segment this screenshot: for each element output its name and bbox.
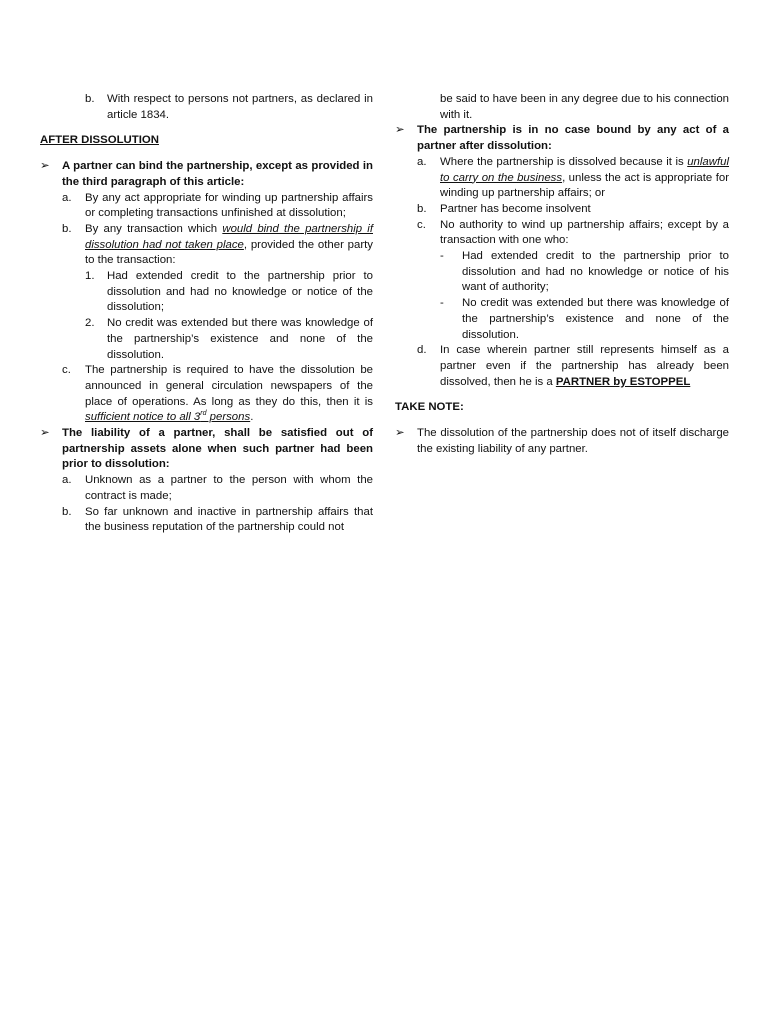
- list-marker: a.: [62, 191, 72, 204]
- superscript: rd: [200, 410, 207, 418]
- list-marker: b.: [62, 505, 72, 518]
- emphasized-phrase: [85, 411, 250, 423]
- list-marker: a.: [417, 155, 427, 168]
- list-item-text: Had extended credit to the partnership prior to dissolution and had no knowledge or notice of the dissolution;: [107, 270, 373, 314]
- list-item-text: So far unknown and inactive in partnership affairs that the business reputation of the partnership could not: [85, 505, 373, 534]
- numbered-item-2: [40, 316, 373, 363]
- arrow-bullet-icon: ➢: [40, 160, 50, 173]
- text-run: persons: [206, 411, 251, 424]
- list-marker: a.: [62, 474, 72, 487]
- list-item-text: [85, 222, 373, 269]
- bullet-point: [40, 159, 373, 190]
- right-column: [395, 92, 729, 457]
- list-item-text: [440, 343, 729, 390]
- bullet-text: The partnership is in no case bound by any act of a partner after dissolution:: [417, 124, 729, 153]
- dash-marker: -: [440, 250, 444, 263]
- section-heading: AFTER DISSOLUTION: [40, 134, 159, 147]
- list-marker: b.: [417, 202, 427, 215]
- text-run: The partnership is required to have the dissolution be announced in general circulation newspapers of the place of operations. As long as they do this, then it is: [85, 364, 373, 408]
- list-marker: c.: [62, 364, 71, 377]
- bullet-text: A partner can bind the partnership, except as provided in the third paragraph of this article:: [62, 160, 373, 188]
- list-item-text: No credit was extended but there was knowledge of the partnership’s existence and none of the dissolution.: [107, 317, 373, 361]
- list-marker: b.: [85, 93, 95, 105]
- list-marker: 2.: [85, 317, 95, 330]
- dash-marker: -: [440, 297, 444, 310]
- list-marker: 1.: [85, 270, 95, 283]
- bullet-point: [395, 426, 729, 457]
- list-item-a: [395, 155, 729, 202]
- list-marker: d.: [417, 344, 427, 357]
- list-item-b: [40, 505, 373, 536]
- text-run: Where the partnership is dissolved because it is: [440, 155, 688, 168]
- bullet-point: [395, 123, 729, 154]
- bullet-text: The liability of a partner, shall be satisfied out of partnership assets alone when such partner had been prior to dissolution:: [62, 427, 373, 471]
- text-run: By any transaction which: [85, 222, 223, 235]
- text-run: , unless the act is appropriate for winding up partnership affairs; or: [440, 171, 729, 200]
- arrow-bullet-icon: ➢: [395, 427, 405, 440]
- list-item-d: [395, 343, 729, 390]
- text-run: .: [250, 411, 254, 424]
- list-marker: b.: [62, 222, 72, 235]
- list-item-text: With respect to persons not partners, as declared in article 1834.: [107, 93, 373, 121]
- dash-item: [395, 296, 729, 343]
- dash-item: [395, 249, 729, 296]
- list-marker: c.: [417, 218, 426, 231]
- list-item-text: Unknown as a partner to the person with whom the contract is made;: [85, 474, 373, 502]
- list-item-text: [85, 363, 373, 426]
- list-item-text: [440, 155, 729, 202]
- take-note-heading: TAKE NOTE:: [395, 401, 464, 414]
- list-item-c: [40, 363, 373, 426]
- list-item-text: Partner has become insolvent: [440, 202, 591, 215]
- list-item-a: [40, 191, 373, 222]
- text-run: In case wherein partner still represents himself as a partner even if the partnership has already been dissolved, then he is a: [440, 344, 729, 388]
- list-item-b: [40, 222, 373, 269]
- list-item-a: [40, 473, 373, 504]
- list-item-b-article-1834: [40, 92, 373, 123]
- list-item-c: [395, 218, 729, 249]
- numbered-item-1: [40, 269, 373, 316]
- emphasized-phrase: would bind the partnership if dissolution had not taken place: [85, 222, 373, 251]
- list-item-text: By any act appropriate for winding up partnership affairs or completing transactions unfinished at dissolution;: [85, 191, 373, 220]
- list-item-b: [395, 202, 729, 218]
- left-column: [40, 92, 373, 536]
- arrow-bullet-icon: ➢: [40, 427, 50, 440]
- list-item-text: No authority to wind up partnership affairs; except by a transaction with one who:: [440, 218, 729, 247]
- emphasized-phrase: PARTNER by ESTOPPEL: [555, 375, 691, 388]
- continuation-text: be said to have been in any degree due to his connection with it.: [440, 93, 729, 121]
- list-item-text: No credit was extended but there was knowledge of the partnership’s existence and none of the dissolution.: [462, 297, 729, 341]
- bullet-text: The dissolution of the partnership does not of itself discharge the existing liability of any partner.: [417, 427, 729, 455]
- list-item-text: Had extended credit to the partnership prior to dissolution and had no knowledge or notice of his want of authority;: [462, 250, 729, 294]
- bullet-point: [40, 426, 373, 473]
- text-run: , provided the other party to the transaction:: [85, 238, 373, 267]
- text-run: sufficient notice to all 3: [85, 411, 201, 424]
- arrow-bullet-icon: ➢: [395, 124, 405, 137]
- emphasized-phrase: unlawful to carry on the business: [440, 155, 729, 184]
